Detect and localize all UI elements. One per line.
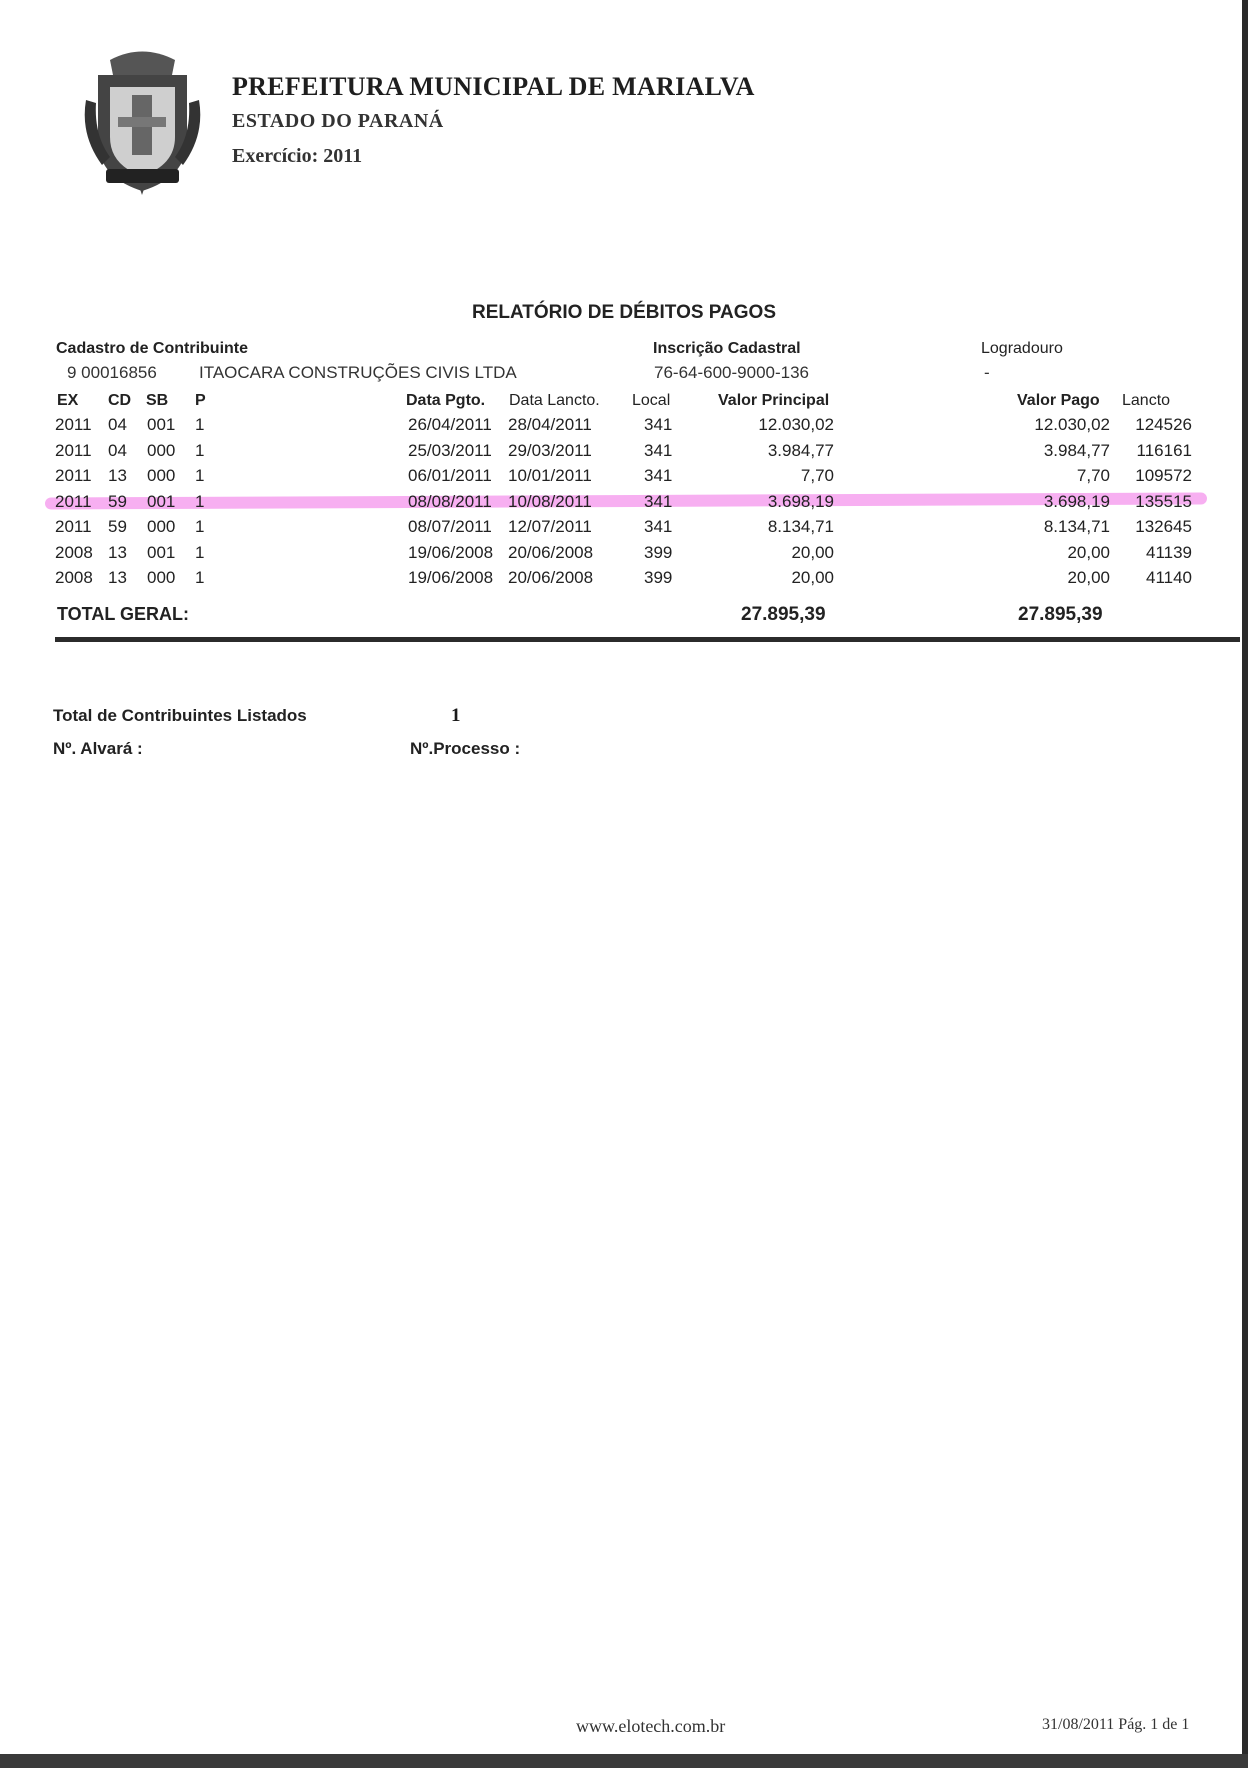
- cell-cd: 04: [108, 415, 127, 434]
- cell-local: 341: [644, 415, 673, 434]
- cell-lancto: 41140: [1145, 568, 1192, 587]
- scan-right-edge: [1242, 0, 1248, 1768]
- cell-ex: 2011: [55, 415, 92, 434]
- col-sb: SB: [146, 392, 169, 409]
- cell-valor-principal: 20,00: [791, 568, 834, 587]
- cell-ex: 2011: [55, 440, 92, 460]
- cell-ex: 2011: [55, 491, 92, 511]
- cell-lancto: 41139: [1145, 542, 1192, 562]
- cell-valor-principal: 3.984,77: [767, 440, 834, 460]
- cell-data-lancto: 29/03/2011: [508, 440, 592, 460]
- cell-lancto: 109572: [1135, 466, 1192, 485]
- table-row: [0, 541, 1248, 567]
- cell-sb: 001: [147, 415, 176, 434]
- cell-p: 1: [195, 568, 205, 587]
- cell-data-lancto: 10/01/2011: [508, 466, 592, 485]
- table-row-highlighted: [0, 490, 1248, 516]
- processo-label: Nº.Processo :: [410, 739, 521, 758]
- cell-sb: 000: [147, 568, 176, 587]
- cell-cd: 13: [108, 568, 127, 587]
- highlighter-mark: [45, 492, 1207, 509]
- cell-data-pgto: 08/07/2011: [408, 517, 492, 536]
- cell-data-pgto: 19/06/2008: [408, 542, 494, 562]
- inscricao-value: 76-64-600-9000-136: [654, 363, 810, 382]
- cell-p: 1: [195, 440, 205, 460]
- cell-p: 1: [195, 466, 205, 485]
- footer-url: www.elotech.com.br: [576, 1716, 726, 1736]
- cell-sb: 000: [147, 466, 176, 485]
- col-data-pgto: Data Pgto.: [406, 392, 486, 409]
- cell-valor-principal: 3.698,19: [767, 491, 834, 511]
- cell-local: 399: [644, 542, 673, 562]
- cell-local: 341: [644, 517, 673, 536]
- cell-local: 341: [644, 491, 673, 511]
- cell-lancto: 116161: [1136, 440, 1192, 460]
- cell-valor-pago: 8.134,71: [1043, 517, 1110, 536]
- cell-sb: 000: [147, 517, 176, 536]
- cell-data-pgto: 06/01/2011: [408, 466, 492, 485]
- cadastro-label: Cadastro de Contribuinte: [56, 340, 249, 357]
- cell-valor-principal: 20,00: [791, 542, 834, 562]
- cell-data-lancto: 10/08/2011: [508, 491, 592, 511]
- table-row: [0, 464, 1248, 490]
- col-p: P: [195, 392, 206, 409]
- total-valor-principal: 27.895,39: [741, 604, 826, 625]
- cell-valor-pago: 7,70: [1076, 466, 1110, 485]
- cell-lancto: 124526: [1135, 415, 1192, 434]
- logradouro-value: -: [984, 363, 990, 382]
- cell-lancto: 135515: [1135, 491, 1192, 511]
- cell-cd: 04: [108, 440, 127, 460]
- inscricao-label: Inscrição Cadastral: [653, 340, 801, 357]
- payments-table: [0, 413, 1248, 592]
- cell-cd: 13: [108, 466, 127, 485]
- cell-data-pgto: 26/04/2011: [408, 415, 492, 434]
- scan-bottom-edge: [0, 1754, 1248, 1768]
- cell-ex: 2008: [55, 542, 93, 562]
- alvara-label: Nº. Alvará :: [53, 739, 143, 758]
- col-valor-pago: Valor Pago: [1017, 392, 1100, 409]
- cell-local: 399: [644, 568, 673, 587]
- cell-data-lancto: 20/06/2008: [508, 542, 594, 562]
- cell-lancto: 132645: [1135, 517, 1192, 536]
- cell-cd: 59: [108, 491, 127, 511]
- cell-valor-pago: 3.698,19: [1043, 491, 1110, 511]
- cell-local: 341: [644, 440, 673, 460]
- col-local: Local: [632, 392, 671, 409]
- cell-valor-pago: 20,00: [1067, 542, 1110, 562]
- cell-valor-principal: 12.030,02: [758, 415, 834, 434]
- contribuinte-name: ITAOCARA CONSTRUÇÕES CIVIS LTDA: [199, 363, 517, 382]
- table-bottom-rule: [55, 637, 1240, 642]
- col-data-lancto: Data Lancto.: [509, 392, 600, 409]
- cell-cd: 59: [108, 517, 127, 536]
- cell-p: 1: [195, 517, 205, 536]
- total-geral-label: TOTAL GERAL:: [57, 604, 189, 624]
- cell-valor-pago: 12.030,02: [1034, 415, 1110, 434]
- cell-valor-pago: 20,00: [1067, 568, 1110, 587]
- cell-p: 1: [195, 491, 205, 511]
- cell-data-lancto: 12/07/2011: [508, 517, 592, 536]
- municipal-coat-of-arms-icon: [80, 45, 205, 195]
- table-row: [0, 515, 1248, 541]
- col-ex: EX: [57, 392, 79, 409]
- col-lancto: Lancto: [1122, 392, 1171, 409]
- cell-data-pgto: 08/08/2011: [408, 491, 492, 511]
- cell-cd: 13: [108, 542, 127, 562]
- table-row: [0, 566, 1248, 592]
- state-name: ESTADO DO PARANÁ: [232, 110, 444, 132]
- col-cd: CD: [108, 392, 132, 409]
- cell-sb: 001: [147, 542, 176, 562]
- cell-ex: 2011: [55, 517, 92, 536]
- table-row: [0, 413, 1248, 439]
- cell-ex: 2011: [55, 466, 92, 485]
- cell-data-pgto: 19/06/2008: [408, 568, 494, 587]
- cell-local: 341: [644, 466, 673, 485]
- total-contribuintes-label: Total de Contribuintes Listados: [53, 706, 307, 725]
- cell-p: 1: [195, 415, 205, 434]
- total-contribuintes-value: 1: [451, 705, 461, 726]
- cell-valor-pago: 3.984,77: [1043, 440, 1110, 460]
- table-row: [0, 439, 1248, 465]
- cell-sb: 001: [147, 491, 176, 511]
- cell-data-lancto: 20/06/2008: [508, 568, 594, 587]
- logradouro-label: Logradouro: [981, 340, 1063, 357]
- cell-data-lancto: 28/04/2011: [508, 415, 592, 434]
- cell-data-pgto: 25/03/2011: [408, 440, 492, 460]
- municipality-header: [232, 72, 755, 168]
- cell-p: 1: [195, 542, 205, 562]
- col-valor-principal: Valor Principal: [718, 392, 830, 409]
- cell-valor-principal: 8.134,71: [767, 517, 834, 536]
- report-title: RELATÓRIO DE DÉBITOS PAGOS: [471, 302, 777, 323]
- municipality-title: PREFEITURA MUNICIPAL DE MARIALVA: [232, 72, 755, 101]
- total-valor-pago: 27.895,39: [1018, 604, 1103, 625]
- cadastro-number: 9 00016856: [67, 363, 157, 382]
- cell-valor-principal: 7,70: [800, 466, 834, 485]
- footer-page-info: 31/08/2011 Pág. 1 de 1: [1042, 1716, 1190, 1733]
- cell-ex: 2008: [55, 568, 93, 587]
- exercise-year: Exercício: 2011: [232, 145, 363, 167]
- cell-sb: 000: [147, 440, 176, 460]
